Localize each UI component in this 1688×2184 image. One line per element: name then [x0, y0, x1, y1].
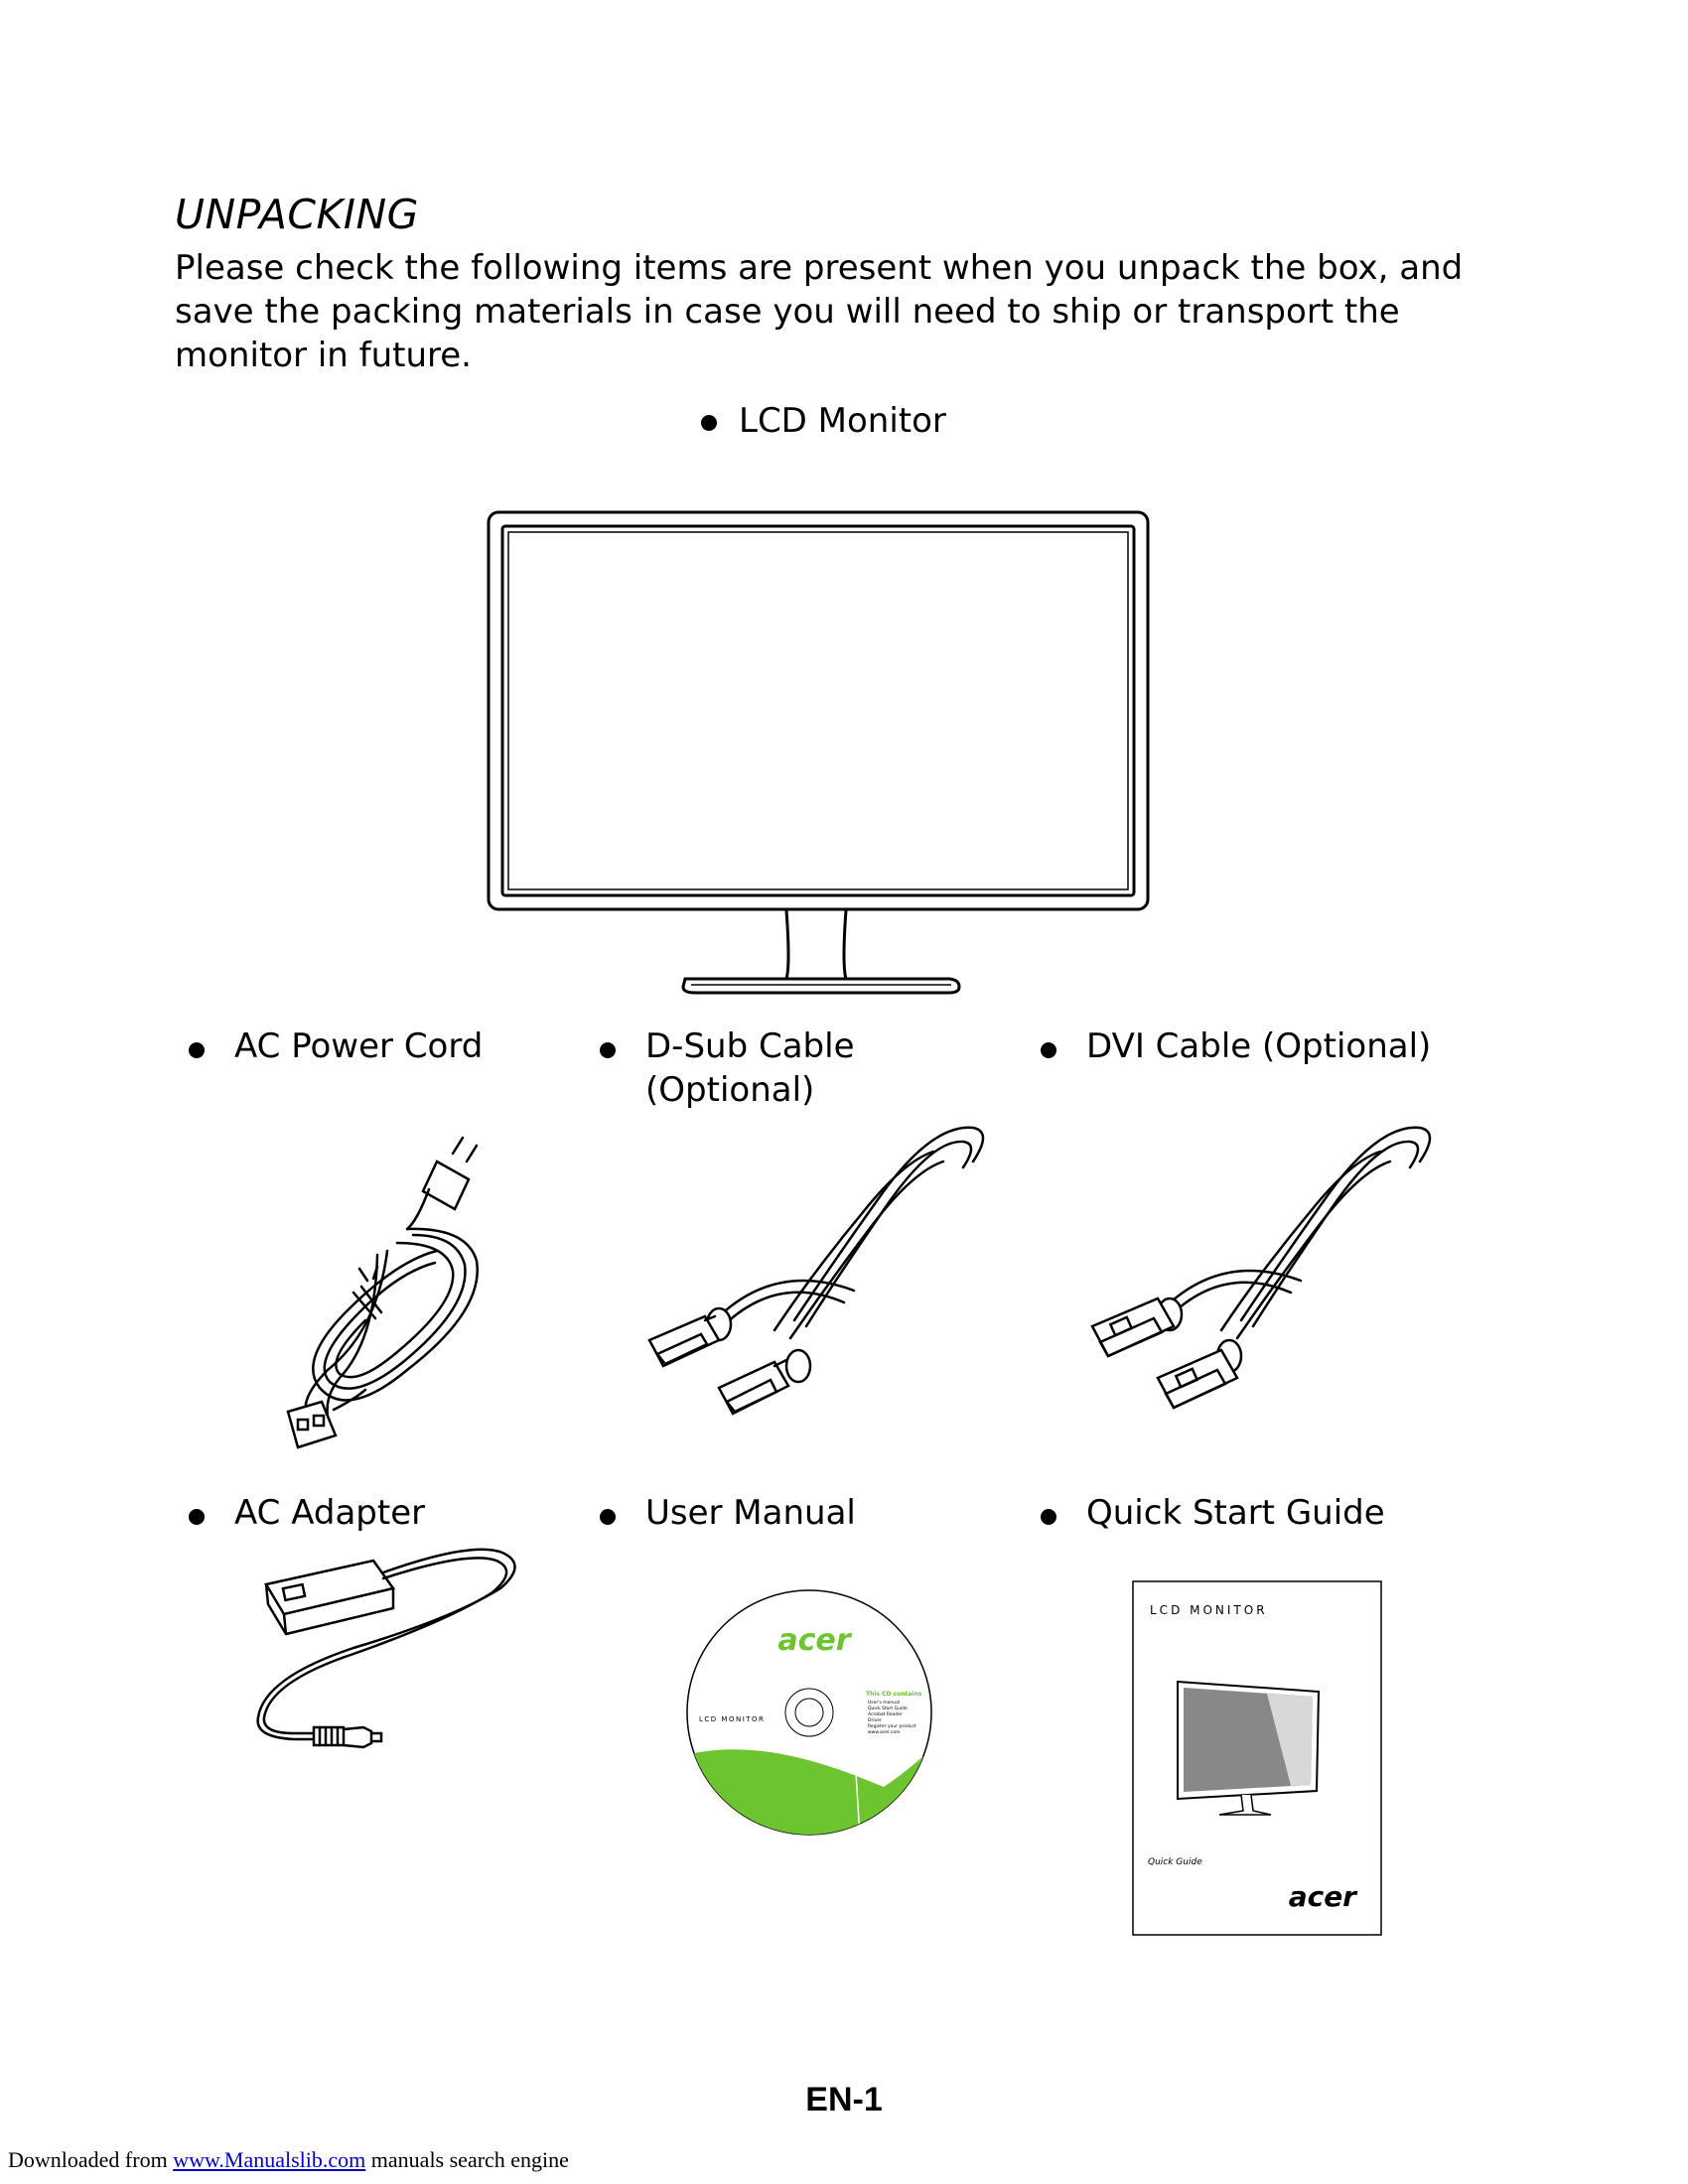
item-label: Quick Start Guide: [1086, 1493, 1385, 1533]
footer-prefix: Downloaded from: [8, 2147, 174, 2172]
item-label: AC Power Cord: [234, 1026, 484, 1066]
cd-contents-item: Driver: [868, 1718, 882, 1723]
cd-contents-item: Acrobat Reader: [868, 1712, 903, 1717]
lcd-monitor-illustration: [487, 508, 1152, 995]
quick-start-guide-illustration: [1132, 1580, 1382, 1936]
item-ac-adapter: [183, 1491, 540, 1535]
item-ac-power-cord: [183, 1024, 540, 1068]
item-dsub-cable: [594, 1024, 931, 1114]
bullet: [1041, 1042, 1056, 1058]
cd-contents-item: www.acer.com: [868, 1730, 901, 1735]
cd-contents-item: Quick Start Guide: [868, 1706, 908, 1711]
user-manual-cd-illustration: [685, 1588, 933, 1837]
cd-contents-item: User's manual: [868, 1701, 901, 1706]
guide-title: LCD MONITOR: [1150, 1603, 1268, 1617]
item-dvi-cable: [1035, 1024, 1462, 1068]
cd-brand-logo: acer: [777, 1623, 851, 1658]
item-quick-start-guide: [1035, 1491, 1462, 1535]
item-label: D-Sub Cable (Optional): [645, 1026, 855, 1110]
bullet: [701, 415, 717, 431]
ac-adapter-illustration: [254, 1549, 522, 1757]
footer-suffix: manuals search engine: [365, 2147, 569, 2172]
item-lcd-monitor: [695, 399, 1092, 443]
guide-brand-logo: acer: [1288, 1880, 1356, 1913]
item-label: User Manual: [645, 1493, 856, 1533]
cd-contents-item: Register your product: [868, 1724, 916, 1729]
cd-contents-title: This CD contains: [866, 1691, 922, 1698]
cd-title: LCD MONITOR: [699, 1715, 766, 1723]
dsub-cable-illustration: [635, 1132, 993, 1439]
bullet: [189, 1042, 205, 1058]
item-user-manual: [594, 1491, 951, 1535]
page-title: UNPACKING: [175, 191, 419, 238]
bullet: [600, 1042, 616, 1058]
intro-paragraph: Please check the following items are present when you unpack the box, and save the packing materials in case you will need to ship or transport the monitor in future.: [175, 248, 1464, 375]
page-number: EN-1: [805, 2081, 883, 2118]
bullet: [600, 1509, 616, 1525]
item-label: DVI Cable (Optional): [1086, 1026, 1432, 1066]
download-footer: [8, 2147, 569, 2173]
manualslib-link[interactable]: www.Manualslib.com: [173, 2147, 366, 2172]
item-label: LCD Monitor: [739, 401, 946, 441]
item-label: AC Adapter: [234, 1493, 426, 1533]
ac-power-cord-illustration: [258, 1132, 516, 1459]
guide-subtitle: Quick Guide: [1148, 1857, 1202, 1867]
bullet: [1041, 1509, 1056, 1525]
dvi-cable-illustration: [1082, 1132, 1440, 1439]
bullet: [189, 1509, 205, 1525]
